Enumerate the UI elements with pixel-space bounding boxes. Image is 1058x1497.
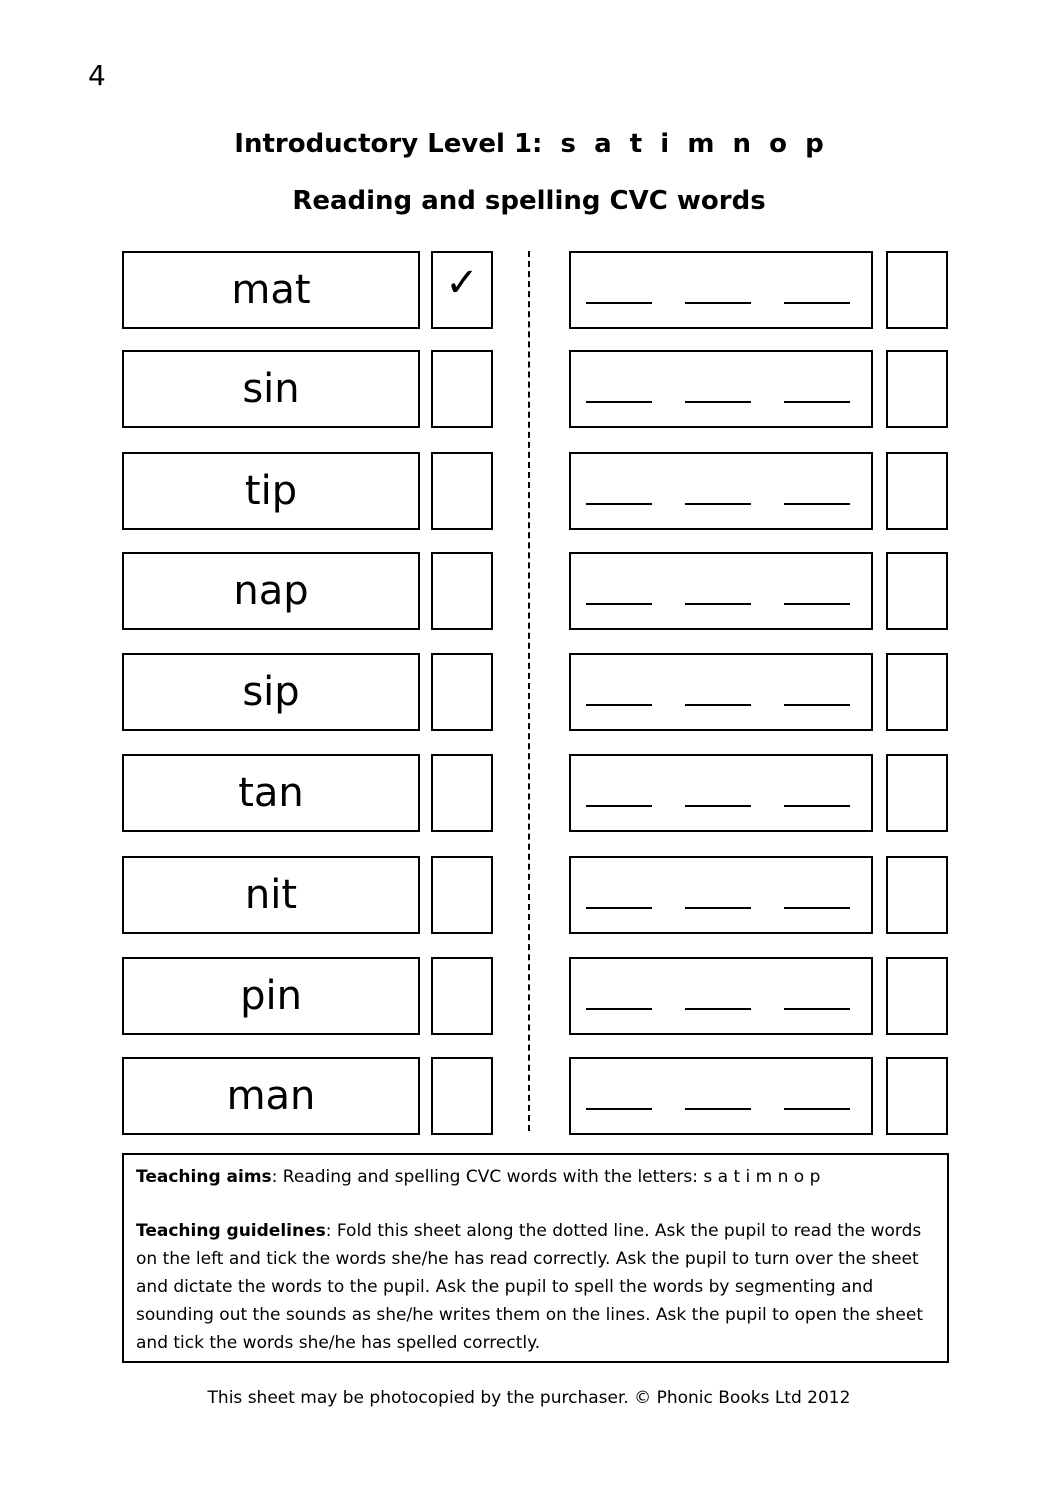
page-title: Introductory Level 1: s a t i m n o p [234, 129, 824, 159]
teaching-aims-text: : Reading and spelling CVC words with the letters: s a t i m n o p [271, 1167, 821, 1187]
read-word-box [122, 350, 420, 428]
letter-blank[interactable] [784, 302, 850, 304]
teaching-aims [136, 1163, 935, 1191]
letter-blank[interactable] [586, 302, 652, 304]
read-word: mat [231, 267, 311, 313]
read-word-box [122, 1057, 420, 1135]
spell-tick-box[interactable] [886, 251, 948, 329]
teaching-aims-label: Teaching aims [136, 1167, 272, 1187]
read-word-box [122, 251, 420, 329]
read-word-box [122, 552, 420, 630]
spelling-box [569, 653, 873, 731]
spelling-box [569, 1057, 873, 1135]
read-tick-box[interactable] [431, 754, 493, 832]
read-word: tan [238, 770, 304, 816]
letter-blank[interactable] [586, 503, 652, 505]
fold-line [528, 251, 530, 1131]
read-word: tip [244, 468, 298, 514]
letter-blank[interactable] [685, 503, 751, 505]
spelling-box [569, 350, 873, 428]
teaching-guidelines-label: Teaching guidelines [136, 1221, 326, 1241]
letter-blank[interactable] [784, 401, 850, 403]
letter-blank[interactable] [685, 907, 751, 909]
read-word: pin [240, 973, 302, 1019]
letter-blank[interactable] [586, 603, 652, 605]
letter-blank[interactable] [685, 603, 751, 605]
spelling-box [569, 552, 873, 630]
read-tick-box[interactable] [431, 452, 493, 530]
read-word: sip [242, 669, 300, 715]
spell-tick-box[interactable] [886, 452, 948, 530]
letter-blank[interactable] [685, 401, 751, 403]
spell-tick-box[interactable] [886, 552, 948, 630]
letter-blank[interactable] [784, 907, 850, 909]
letter-blank[interactable] [784, 805, 850, 807]
read-tick-box[interactable] [431, 653, 493, 731]
read-word: man [226, 1073, 316, 1119]
letter-blank[interactable] [586, 1108, 652, 1110]
spelling-box [569, 452, 873, 530]
read-word: nap [233, 568, 309, 614]
letter-blank[interactable] [586, 907, 652, 909]
spelling-box [569, 251, 873, 329]
spell-tick-box[interactable] [886, 653, 948, 731]
page-number: 4 [88, 59, 106, 92]
letter-blank[interactable] [784, 704, 850, 706]
read-tick-box[interactable] [431, 1057, 493, 1135]
letter-blank[interactable] [685, 1008, 751, 1010]
letter-blank[interactable] [784, 603, 850, 605]
teaching-guidelines-text: : Fold this sheet along the dotted line. Ask the pupil to read the words on the left and tick the words she/he has read correctly. Ask the pupil to turn over the sheet and dictate the words to the pupil. Ask the pupil to spell the words by segmenting and sounding out the sounds as she/he writes them on the lines. Ask the pupil to open the sheet and tick the words she/he has spelled correctly. [136, 1221, 923, 1353]
spell-tick-box[interactable] [886, 957, 948, 1035]
page-subtitle: Reading and spelling CVC words [292, 186, 766, 216]
read-tick-box[interactable] [431, 350, 493, 428]
spelling-box [569, 957, 873, 1035]
check-icon: ✓ [445, 260, 479, 306]
copyright-footer: This sheet may be photocopied by the purchaser. © Phonic Books Ltd 2012 [207, 1388, 851, 1408]
read-word-box [122, 856, 420, 934]
letter-blank[interactable] [586, 704, 652, 706]
letter-blank[interactable] [784, 1108, 850, 1110]
spell-tick-box[interactable] [886, 350, 948, 428]
read-word-box [122, 754, 420, 832]
read-word-box [122, 452, 420, 530]
read-tick-box[interactable] [431, 856, 493, 934]
teaching-guidelines [136, 1217, 935, 1357]
spelling-box [569, 754, 873, 832]
read-word: nit [244, 872, 298, 918]
read-word-box [122, 957, 420, 1035]
letter-blank[interactable] [586, 805, 652, 807]
spell-tick-box[interactable] [886, 754, 948, 832]
letter-blank[interactable] [586, 401, 652, 403]
letter-blank[interactable] [784, 503, 850, 505]
spelling-box [569, 856, 873, 934]
letter-blank[interactable] [685, 302, 751, 304]
letter-blank[interactable] [685, 1108, 751, 1110]
letter-blank[interactable] [586, 1008, 652, 1010]
spell-tick-box[interactable] [886, 1057, 948, 1135]
read-tick-box[interactable] [431, 957, 493, 1035]
teaching-notes-box [122, 1153, 949, 1363]
letter-blank[interactable] [685, 704, 751, 706]
read-tick-box[interactable] [431, 552, 493, 630]
letter-blank[interactable] [784, 1008, 850, 1010]
spell-tick-box[interactable] [886, 856, 948, 934]
read-word-box [122, 653, 420, 731]
read-tick-box[interactable] [431, 251, 493, 329]
read-word: sin [242, 366, 300, 412]
letter-blank[interactable] [685, 805, 751, 807]
